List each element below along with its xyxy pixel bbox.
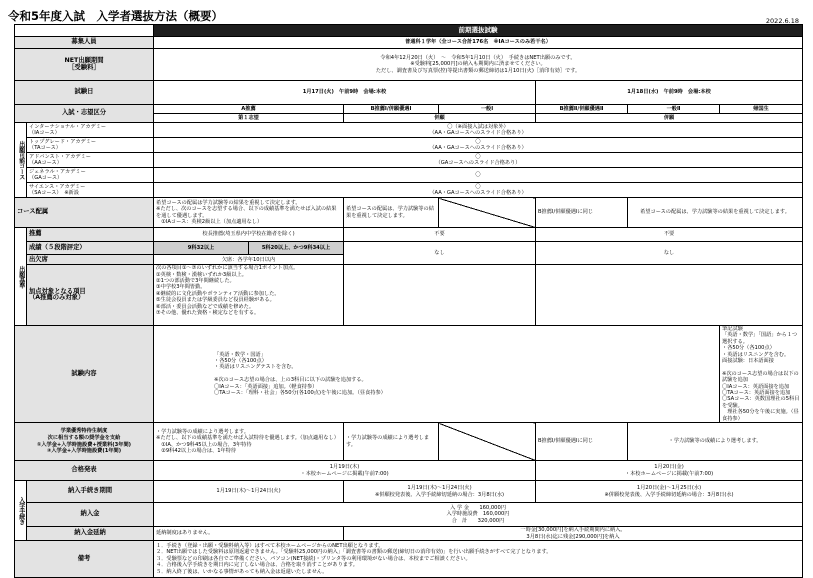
notes-label: 備考 — [15, 541, 154, 578]
announce-day1: 1月19日(木) ・本校ホームページに掲載(午前7:00) — [154, 461, 536, 481]
course-note-sa: 〇 （AA・GAコースへのスライド合格あり） — [154, 183, 803, 198]
criteria-b2-empty — [536, 265, 802, 325]
category-heigan2: 併願 — [536, 114, 803, 123]
criteria-nashi2: なし — [536, 242, 802, 265]
courses-side-label: 出願可能コース — [15, 123, 27, 198]
criteria-shukketsu-a: 欠席：各学年10日以内 — [154, 255, 344, 265]
course-note-ta: 〇 （AA・GAコースへのスライド合格あり） — [154, 138, 803, 153]
criteria-b1-empty — [344, 265, 535, 325]
enroll-period-b2: 1月20日(金)〜1月25日(水) ※併願校発表後、入学手続締切延納の場合：3月8日(水) — [536, 481, 803, 503]
criteria-nashi1: なし — [344, 242, 535, 265]
exam-content-label: 試験内容 — [15, 326, 154, 423]
exam-date-day2: 1月18日(水) 午前9時 会場:本校 — [536, 81, 803, 105]
page-title: 令和5年度入試 入学者選抜方法（概要） — [8, 9, 223, 23]
net-line1: 令和4年12月20日（火） 〜 令和5年1月10日（火） 手続きはNET出願のみです。 — [380, 54, 576, 61]
category-label: 入試・志望区分 — [15, 105, 154, 123]
criteria-seiseki-a2: 5科20以上、かつ9科34以上 — [249, 242, 344, 255]
exam-content-main: 「英語・数学・国語」 ・各50分（各100点） ・英語はリスニングテストを含む。 ※次のコース志望の場合は、上の3科目に以下の試験を追加する。 〇IAコース：「英語面接」追加。（軽食持参） 〇TAコース：「理科・社会」各50分(各100点)を午後に追加。（昼食持参） — [154, 326, 720, 423]
enroll-defer-a: 延納制度はありません。 — [154, 527, 344, 541]
criteria-katen-a: 次の各項目①〜⑦のいずれかに該当する場合1ポイント加点。 ①英検・数検・漢検いずれか3級以上。 ②1つの部活動で3年間継続した。 ③中学校3年間皆勤。 ④継続的に文化活動やボランティア活動に参加した。 ⑤生徒会役員または学級委員など役員経験がある。 ⑥部活・委員会活動などで成績を修めた。 ⑦その他、優れた資格・検定などを有する。 — [154, 265, 344, 326]
announce-label: 合格発表 — [15, 461, 154, 481]
scholar-b1: ・学力試験等の成績により選考します。 — [344, 423, 439, 461]
corner-cell — [15, 25, 154, 37]
criteria-fuyo1: 不要 — [344, 228, 536, 242]
enroll-side-label: 入学手続き — [15, 481, 27, 541]
course-note-ga: 〇 — [154, 168, 803, 183]
course-name-ia: インターナショナル・アカデミー （IAコース） — [27, 123, 154, 138]
category-kikoku: 帰国生 — [720, 105, 803, 114]
category-ippan2: 一般Ⅱ — [628, 105, 720, 114]
criteria-katen-label: 加点対象となる項目 （A推薦のみ対象） — [27, 265, 154, 326]
criteria-seiseki-a1: 9科32以上 — [154, 242, 249, 255]
criteria-seiseki-label: 成績（５段階評定） — [27, 242, 154, 255]
criteria-fuyo2: 不要 — [536, 228, 803, 242]
criteria-suisen-label: 推薦 — [27, 228, 154, 242]
criteria-side-label: 出願基準 — [15, 228, 27, 326]
recruit-value: 普通科１学年（全コース合計176名 ※IAコースのみ若干名） — [154, 37, 803, 49]
placement-ippan2: 希望コースの配属は、学力試験等の結果を重視して決定します。 — [628, 198, 803, 228]
course-name-ta: トップグレード・アカデミー （TAコース） — [27, 138, 154, 153]
scholar-ippan1-empty — [439, 423, 536, 461]
net-cell — [154, 49, 803, 81]
course-note-ia: 〇（※面接入試は対象外） （AA・GAコースへのスライド合格あり） — [154, 123, 803, 138]
announce-day2: 1月20日(金) ・本校ホームページに掲載(午前7:00) — [536, 461, 803, 481]
category-daiichi: 第１志望 — [154, 114, 344, 123]
enroll-fee-value: 入 学 金 160,000円 入学時施設費 160,000円 合 計 320,000円 — [154, 503, 803, 527]
scholar-b2: B推薦Ⅰ/併願優遇Ⅰに同じ — [536, 423, 628, 461]
criteria-suisen-a: 校長推薦(埼玉県内中学校在籍者を除く) — [154, 228, 344, 242]
criteria-b1-block — [344, 242, 536, 326]
enroll-period-a: 1月19日(木)〜1月24日(火) — [154, 481, 344, 503]
enroll-defer-b: 一時金[30,000円]を納入手続期間内に納入。 3月8日(水)迄に残金[290,000円]を納入 — [344, 527, 803, 541]
admission-table — [14, 24, 803, 578]
placement-b2: B推薦Ⅰ/併願優遇Ⅰに同じ — [536, 198, 628, 228]
criteria-b2-block — [536, 242, 803, 326]
course-name-sa: サイエンス・アカデミー （SAコース） ※新設 — [27, 183, 154, 198]
enroll-period-label: 納入手続き期間 — [27, 481, 154, 503]
category-heigan1: 併願 — [344, 114, 536, 123]
scholar-label: 学業優秀特待生制度 次に相当する額の奨学金を支給 ①入学金+入学時施設費+授業料(3年間) ②入学金+入学時施設費(1年間) — [15, 423, 154, 461]
column-header: 前期選抜試験 — [154, 25, 803, 37]
placement-b1: 希望コースの配属は、学力試験等の結果を重視して決定します。 — [344, 198, 439, 228]
net-line3: ただし、調査書及び写真票(控)等提出書類の郵送締切は1月10日(火)［消印有効］です。 — [375, 67, 581, 74]
category-b1: B推薦Ⅰ/併願優遇Ⅰ — [344, 105, 439, 114]
net-label: NET出願期間 ［受験料］ — [15, 49, 154, 81]
enroll-period-b1: 1月19日(木)〜1月24日(火) ※併願校発表後、入学手続締切延納の場合：3月8日(水) — [344, 481, 536, 503]
criteria-shukketsu-label: 出欠席 — [27, 255, 154, 265]
scholar-a: ・学力試験等の成績により選考します。 ※ただし、以下の成績基準を満たせば入試特待を優遇します。（加点適用なし） ①IA、かつ9科45以上の場合、3年特待 ②9科42以上の場合は、1年特待 — [154, 423, 344, 461]
placement-ippan1-empty — [439, 198, 536, 228]
course-note-aa: 〇 （GAコースへのスライド合格あり） — [154, 153, 803, 168]
exam-content-kikoku: 筆記試験 「英語・数学」「国語」から１つ選択する。 ・各50分（各100点） ・英語はリスニングを含む。 面接試験：日本語面接 ※次のコース志望の場合は以下の試験を追加 〇IAコース：英語面接を追加 〇TAコース：英語面接を追加 〇SAコース：英数国理社の5科目を受験。 理社各50分を午後に実施。（昼食持参） — [720, 326, 803, 423]
scholar-ippan2: ・学力試験等の成績により選考します。 — [628, 423, 803, 461]
exam-date-label: 試験日 — [15, 81, 154, 105]
category-ippan1: 一般Ⅰ — [439, 105, 536, 114]
course-name-aa: アドバンスト・アカデミー （AAコース） — [27, 153, 154, 168]
category-b2: B推薦Ⅱ/併願優遇Ⅱ — [536, 105, 628, 114]
recruit-label: 募集人員 — [15, 37, 154, 49]
category-a: A推薦 — [154, 105, 344, 114]
placement-a: 希望コースの配属は学力試験等の結果を重視して決定します。 ※ただし、次のコースを志望する場合、以下の成績基準を満たせば入試の結果を通して優遇します。 ①IAコース：英検2級以上（加点適用なし） — [154, 198, 344, 228]
course-name-ga: ジェネラル・アカデミー （GAコース） — [27, 168, 154, 183]
notes-text: １．手続き（登録・出願・受験料納入等）はすべて本校ホームページからのNET出願となります。 ２．NET出願ではした受験料は原則返還できません。「受験料25,000円の納入」「調査書等の書類の郵送(締切日の消印有効)」を行い出願手続きがすべて完了となります。 ３．受験票などの印刷は各自でご準備ください。パソコン(NET接続)・プリンタ等の利用環境がない場合は、本校までご相談ください。 ４．合格後入学手続きを期日内に完了しない場合は、合格を取り消すことがあります。 ５．納入終了後は、いかなる事情があっても納入金は返還いたしません。 — [154, 541, 803, 578]
enroll-fee-label: 納入金 — [27, 503, 154, 527]
net-line2: ※受験料[25,000円]の納入も期間内に済ませてください。 — [410, 61, 546, 68]
exam-date-day1: 1月17日(火) 午前9時 会場:本校 — [154, 81, 536, 105]
enroll-defer-label: 納入金延納 — [27, 527, 154, 541]
date-stamp: 2022.6.18 — [765, 17, 799, 25]
placement-label: コース配属 — [15, 198, 154, 228]
